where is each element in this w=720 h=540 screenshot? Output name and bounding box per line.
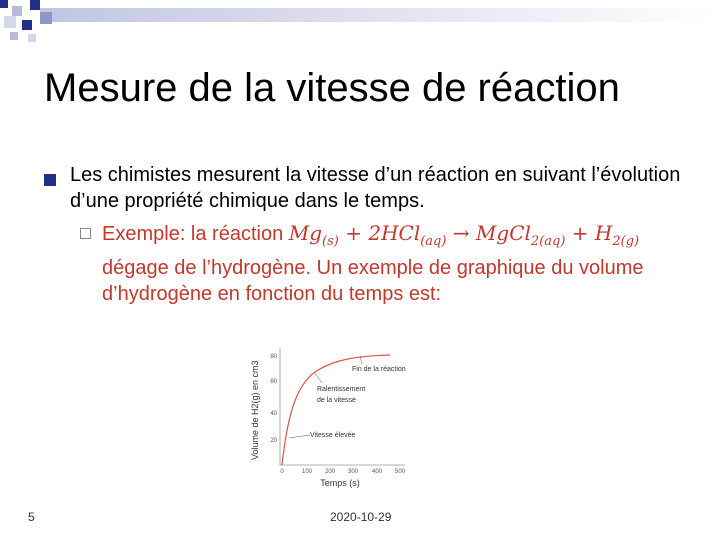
decorative-header-squares <box>0 0 720 46</box>
sub-bullet-suffix: dégage de l’hydrogène. Un exemple de graphique du volume d’hydrogène en fonction du temps est: <box>102 257 644 305</box>
slide-title: Mesure de la vitesse de réaction <box>44 66 620 110</box>
annotation-ralent-arrow <box>314 372 322 383</box>
eq-mgcl-sub: 2 <box>530 234 540 249</box>
sub-bullet-square-icon <box>80 228 91 239</box>
eq-h-state: (g) <box>620 234 640 249</box>
eq-mgcl: MgCl <box>475 221 531 245</box>
eq-plus-2: + 2 <box>338 221 382 245</box>
slide-number: 5 <box>28 510 35 524</box>
annotation-ralent-2: de la vitesse <box>317 397 356 404</box>
graph-xlabel: Temps (s) <box>320 478 360 488</box>
eq-mgcl-state: (aq) <box>539 234 566 249</box>
slide-date: 2020-10-29 <box>330 510 392 524</box>
x-tick: 0 <box>280 469 284 475</box>
y-tick: 80 <box>270 354 277 360</box>
bullet-text: Les chimistes mesurent la vitesse d’un réaction en suivant l’évolution d’une propriété chimique dans le temps. <box>70 164 681 212</box>
eq-h: H <box>594 221 613 245</box>
eq-hcl-state: (aq) <box>420 234 447 249</box>
sub-bullet-prefix: Exemple: la réaction <box>102 223 289 245</box>
x-tick: 500 <box>394 469 406 475</box>
annotation-fin: Fin de la réaction <box>352 366 406 373</box>
eq-mg: Mg <box>288 221 323 245</box>
graph-ylabel: Volume de H2(g) en cm3 <box>250 360 260 460</box>
x-tick: 200 <box>324 469 336 475</box>
hydrogen-volume-graph <box>240 320 420 495</box>
annotation-rapide-arrow <box>289 435 310 438</box>
eq-mg-state: (s) <box>322 234 339 249</box>
annotation-rapide: Vitesse élevée <box>310 432 356 439</box>
y-tick: 60 <box>270 379 277 385</box>
graph-y-ticks <box>270 354 277 444</box>
eq-arrow: → <box>446 221 476 245</box>
eq-h-sub: 2 <box>612 234 621 249</box>
annotation-ralent-1: Ralentissement <box>317 386 366 393</box>
sub-bullet-text <box>102 220 662 307</box>
x-tick: 400 <box>371 469 383 475</box>
y-tick: 40 <box>270 411 277 417</box>
bullet-square-icon <box>44 174 56 186</box>
eq-hcl: HCl <box>381 221 421 245</box>
reaction-equation <box>288 221 640 249</box>
x-tick: 100 <box>301 469 313 475</box>
y-tick: 20 <box>270 438 277 444</box>
eq-plus: + <box>565 221 595 245</box>
graph-x-ticks <box>280 469 405 475</box>
x-tick: 300 <box>347 469 359 475</box>
